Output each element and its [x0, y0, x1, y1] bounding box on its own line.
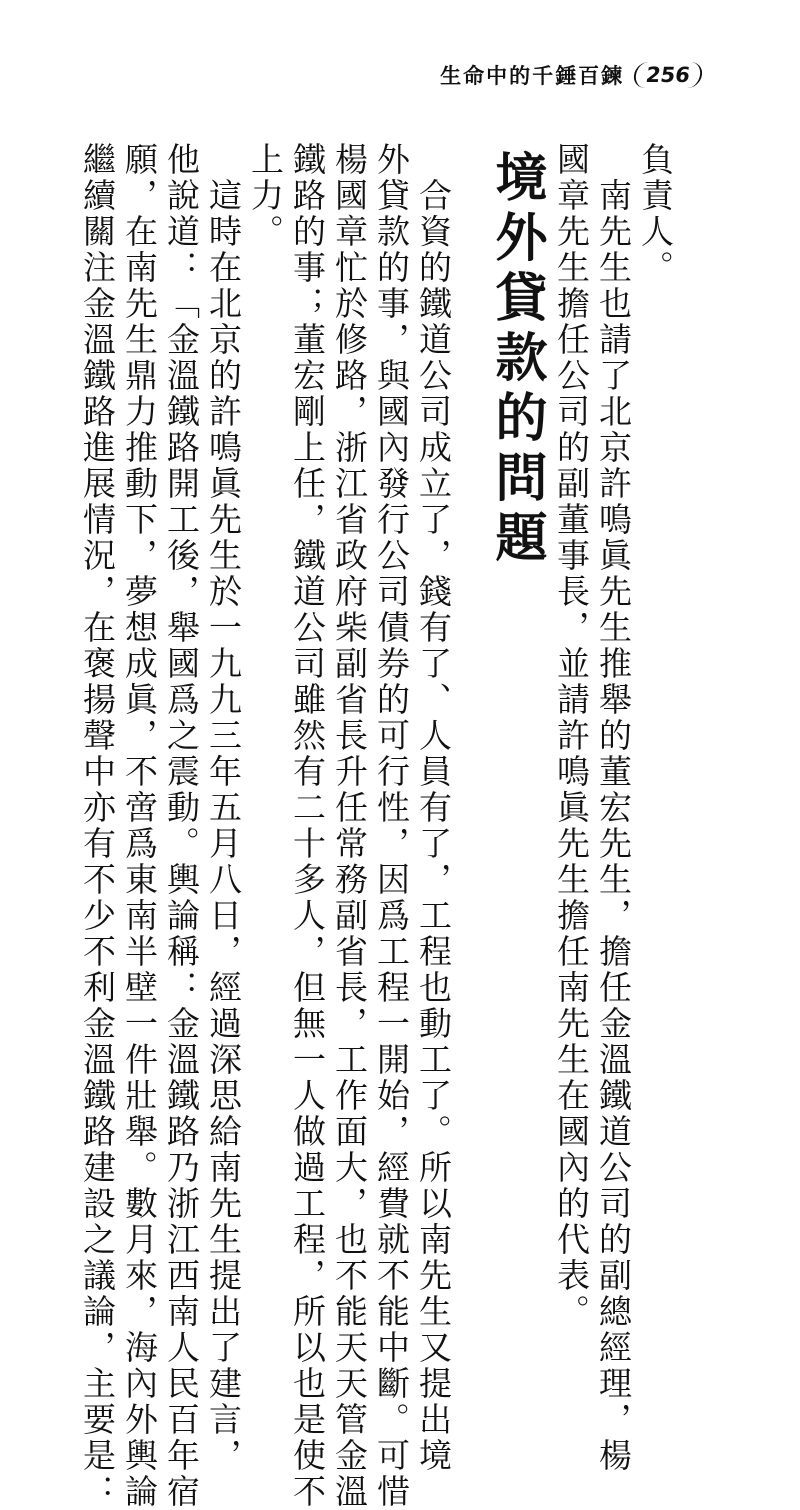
- running-header: [440, 58, 702, 92]
- text-column-1: 負責人。: [636, 142, 675, 286]
- book-title: 生命中的千錘百鍊: [440, 64, 625, 88]
- text-column-2: 南先生也請了北京許鳴眞先生推舉的董宏先生，擔任金溫鐵道公司的副總經理，楊: [594, 142, 633, 1474]
- text-column-6: 楊國章忙於修路，浙江省政府柴副省長升任常務副省長，工作面大，也不能天天管金溫: [330, 142, 369, 1510]
- text-column-9: 這時在北京的許鳴眞先生於一九九三年五月八日，經過深思給南先生提出了建言，: [204, 142, 243, 1474]
- text-column-3: 國章先生擔任公司的副董事長，並請許鳴眞先生擔任南先生在國內的代表。: [552, 142, 591, 1330]
- text-column-11: 願，在南先生鼎力推動下，夢想成眞，不啻爲東南半壁一件壯舉。數月來，海內外輿論: [120, 142, 159, 1510]
- page-number: 256: [632, 62, 703, 88]
- text-column-12: 繼續關注金溫鐵路進展情況，在褒揚聲中亦有不少不利金溫鐵路建設之議論，主要是：: [78, 142, 117, 1510]
- text-column-8: 上力。: [246, 142, 285, 250]
- text-column-7: 鐵路的事；董宏剛上任，鐵道公司雖然有二十多人，但無一人做過工程，所以也是使不: [288, 142, 327, 1510]
- section-heading: 境外貸款的問題: [486, 150, 546, 570]
- text-column-4: 合資的鐵道公司成立了，錢有了、人員有了，工程也動工了。所以南先生又提出境: [414, 142, 453, 1474]
- text-column-10: 他說道：「金溫鐵路開工後，舉國爲之震動。輿論稱：金溫鐵路乃浙江西南人民百年宿: [162, 142, 201, 1510]
- text-column-5: 外貸款的事，與國內發行公司債券的可行性，因爲工程一開始，經費就不能中斷。可惜: [372, 142, 411, 1510]
